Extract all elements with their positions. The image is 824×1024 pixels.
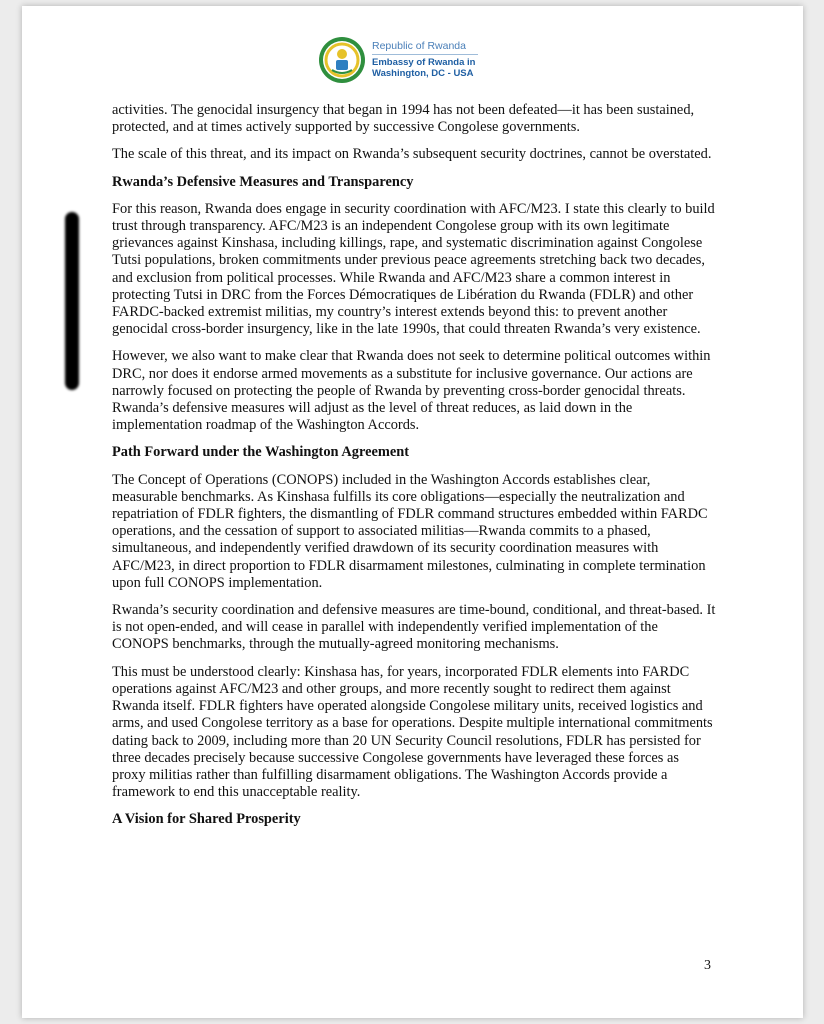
- paragraph: However, we also want to make clear that Rwanda does not seek to determine political outcomes within DRC, nor does it endorse armed movements as a substitute for inclusive governance. Our actions are narrowly focused on protecting the people of Rwanda by preventing cross-border genocidal threats. Rwanda’s defensive measures will adjust as the level of threat reduces, as laid down in the implementation roadmap of the Washington Accords.: [112, 348, 711, 434]
- paragraph: activities. The genocidal insurgency that began in 1994 has not been defeated—it has been sustained, protected, and at times actively supported by successive Congolese governments.: [112, 102, 695, 136]
- logo-location-text: Washington, DC - USA: [372, 68, 474, 79]
- page-number: 3: [704, 958, 711, 973]
- section-heading: Path Forward under the Washington Agreement: [112, 444, 410, 461]
- section-heading: A Vision for Shared Prosperity: [112, 811, 301, 828]
- redaction-mark: [65, 212, 79, 390]
- rwanda-seal-icon: [318, 36, 366, 84]
- logo-embassy-text: Embassy of Rwanda in: [372, 57, 476, 68]
- section-heading: Rwanda’s Defensive Measures and Transparency: [112, 173, 414, 190]
- logo-country-text: Republic of Rwanda: [372, 40, 466, 52]
- paragraph: Rwanda’s security coordination and defensive measures are time-bound, conditional, and threat-based. It is not open-ended, and will cease in parallel with independently verified implementation of the CONOPS benchmarks, through the mutually-agreed monitoring mechanisms.: [112, 602, 716, 653]
- paragraph: This must be understood clearly: Kinshasa has, for years, incorporated FDLR elements into FARDC operations against AFC/M23 and other groups, and more recently sought to redirect them against Rwanda itself. FDLR fighters have operated alongside Congolese military units, received logistics and arms, and used Congolese territory as a base for operations. Despite multiple international commitments dating back to 2009, including more than 20 UN Security Council resolutions, FDLR has persisted for three decades precisely because successive Congolese governments have leveraged these forces as proxy militias rather than fulfilling disarmament obligations. The Washington Accords provide a framework to end this unacceptable reality.: [112, 663, 713, 801]
- paragraph: The Concept of Operations (CONOPS) included in the Washington Accords establishes clear, measurable benchmarks. As Kinshasa fulfills its core obligations—especially the neutralization and repatriation of FDLR fighters, the dismantling of FDLR command structures embedded within FARDC operations, and the cessation of support to associated militias—Rwanda commits to a phased, simultaneous, and independently verified drawdown of its security coordination measures with AFC/M23, in direct proportion to FDLR disarmament milestones, culminating in complete termination upon full CONOPS implementation.: [112, 471, 708, 591]
- paragraph: The scale of this threat, and its impact on Rwanda’s subsequent security doctrines, cannot be overstated.: [112, 146, 712, 163]
- paragraph: For this reason, Rwanda does engage in security coordination with AFC/M23. I state this clearly to build trust through transparency. AFC/M23 is an independent Congolese group with its own legitimate grievances against Kinshasa, including killings, rape, and systematic discrimination against Congolese Tutsi populations, broken commitments under previous peace agreements stretching back two decades, and exclusion from political processes. While Rwanda and AFC/M23 share a common interest in protecting Tutsi in DRC from the Forces Démocratiques de Libération du Rwanda (FDLR) and other FARDC-backed extremist militias, my country’s interest extends beyond this: to prevent another genocidal cross-border insurgency, like in the late 1990s, that could threaten Rwanda’s very existence.: [112, 200, 715, 338]
- embassy-logo: [318, 36, 478, 84]
- document-body: [112, 102, 716, 839]
- document-page: [22, 6, 803, 1018]
